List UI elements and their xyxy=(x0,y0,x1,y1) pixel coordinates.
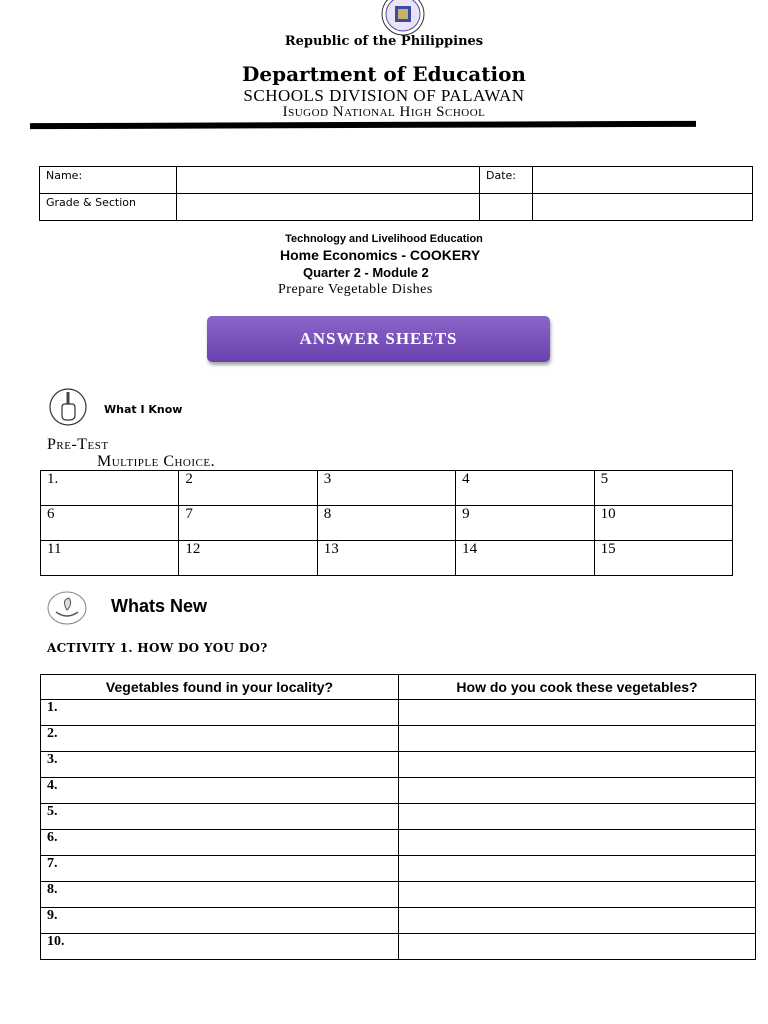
table-row xyxy=(41,726,756,752)
republic-heading: Republic of the Philippines xyxy=(284,34,484,49)
table-row xyxy=(41,541,733,576)
row-number[interactable]: 4. xyxy=(41,778,399,804)
answer-sheets-banner: ANSWER SHEETS xyxy=(207,316,550,362)
row-number[interactable]: 6. xyxy=(41,830,399,856)
answer-cell[interactable]: 1. xyxy=(41,471,179,506)
table-row xyxy=(41,856,756,882)
what-i-know-icon xyxy=(48,387,88,427)
grade-extra-field[interactable] xyxy=(480,194,533,221)
row-number[interactable]: 3. xyxy=(41,752,399,778)
row-number[interactable]: 7. xyxy=(41,856,399,882)
table-row xyxy=(41,752,756,778)
answer-cell[interactable]: 5 xyxy=(594,471,732,506)
answer-cell[interactable]: 8 xyxy=(317,506,455,541)
name-field[interactable] xyxy=(177,167,480,194)
department-heading: Department of Education xyxy=(242,62,526,86)
grade-label: Grade & Section xyxy=(40,194,177,221)
table-header-row xyxy=(41,675,756,700)
name-label: Name: xyxy=(40,167,177,194)
table-row xyxy=(41,908,756,934)
grade-field[interactable] xyxy=(177,194,480,221)
row-number[interactable]: 8. xyxy=(41,882,399,908)
activity-heading: ACTIVITY 1. HOW DO YOU DO? xyxy=(47,641,268,655)
row-number[interactable]: 10. xyxy=(41,934,399,960)
answer-cell[interactable]: 14 xyxy=(456,541,594,576)
subject-tle: Technology and Livelihood Education xyxy=(285,233,483,245)
subject-quarter: Quarter 2 - Module 2 xyxy=(303,265,429,280)
row-number[interactable]: 5. xyxy=(41,804,399,830)
answer-cell[interactable] xyxy=(399,830,756,856)
date-label: Date: xyxy=(480,167,533,194)
answer-cell[interactable] xyxy=(399,700,756,726)
answer-cell[interactable] xyxy=(399,804,756,830)
answer-cell[interactable] xyxy=(399,778,756,804)
activity-table xyxy=(40,674,756,960)
date-field[interactable] xyxy=(533,167,753,194)
table-row xyxy=(41,778,756,804)
answer-cell[interactable]: 10 xyxy=(594,506,732,541)
table-row xyxy=(41,882,756,908)
table-row xyxy=(41,471,733,506)
pretest-answer-table xyxy=(40,470,733,576)
multiple-choice-heading: Multiple Choice. xyxy=(97,453,216,470)
answer-cell[interactable] xyxy=(399,882,756,908)
row-number[interactable]: 1. xyxy=(41,700,399,726)
subject-home-economics: Home Economics - COOKERY xyxy=(280,247,481,263)
table-row xyxy=(41,830,756,856)
answer-cell[interactable]: 9 xyxy=(456,506,594,541)
table-row xyxy=(41,700,756,726)
answer-cell[interactable]: 3 xyxy=(317,471,455,506)
answer-cell[interactable]: 11 xyxy=(41,541,179,576)
answer-cell[interactable]: 7 xyxy=(179,506,317,541)
answer-cell[interactable] xyxy=(399,934,756,960)
pretest-heading: Pre-Test xyxy=(47,436,109,453)
answer-cell[interactable]: 13 xyxy=(317,541,455,576)
grade-extra-field-2[interactable] xyxy=(533,194,753,221)
deped-seal xyxy=(378,0,428,36)
answer-cell[interactable] xyxy=(399,908,756,934)
column-header-cooking: How do you cook these vegetables? xyxy=(399,675,756,700)
division-heading: SCHOOLS DIVISION OF PALAWAN xyxy=(243,86,525,105)
answer-cell[interactable]: 6 xyxy=(41,506,179,541)
whats-new-label: Whats New xyxy=(111,596,208,616)
answer-cell[interactable] xyxy=(399,752,756,778)
column-header-vegetables: Vegetables found in your locality? xyxy=(41,675,399,700)
table-row xyxy=(41,804,756,830)
answer-cell[interactable]: 2 xyxy=(179,471,317,506)
table-row xyxy=(41,506,733,541)
answer-cell[interactable]: 4 xyxy=(456,471,594,506)
answer-cell[interactable] xyxy=(399,856,756,882)
module-title: Prepare Vegetable Dishes xyxy=(278,282,433,297)
answer-cell[interactable] xyxy=(399,726,756,752)
header-rule xyxy=(30,121,696,129)
answer-cell[interactable]: 15 xyxy=(594,541,732,576)
whats-new-icon xyxy=(47,590,87,626)
row-number[interactable]: 2. xyxy=(41,726,399,752)
school-heading: Isugod National High School xyxy=(282,104,486,120)
row-number[interactable]: 9. xyxy=(41,908,399,934)
answer-cell[interactable]: 12 xyxy=(179,541,317,576)
table-row xyxy=(41,934,756,960)
student-info-table xyxy=(39,166,753,221)
what-i-know-label: What I Know xyxy=(104,403,183,416)
